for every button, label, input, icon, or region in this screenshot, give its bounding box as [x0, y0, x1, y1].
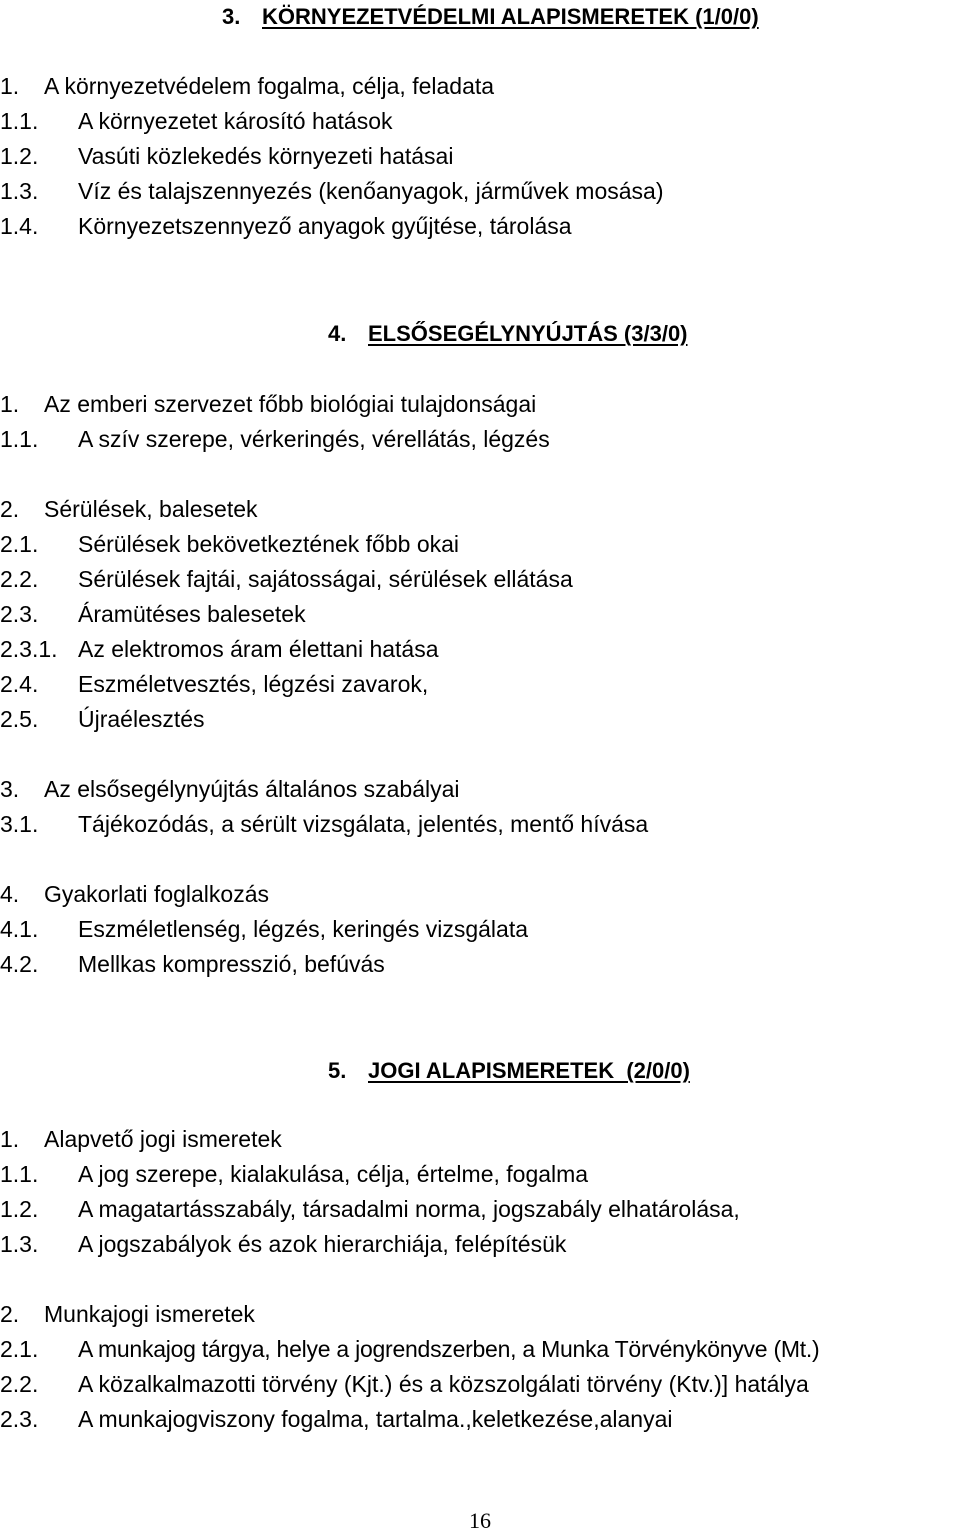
section-5-heading	[328, 1060, 690, 1082]
section-title: ELSŐSEGÉLYNYÚJTÁS (3/3/0)	[368, 321, 688, 346]
page-number: 16	[469, 1508, 491, 1533]
section-3-heading	[222, 6, 759, 28]
section-number: 4.	[328, 321, 347, 346]
section-title: JOGI ALAPISMERETEK (2/0/0)	[368, 1058, 690, 1083]
section-title: KÖRNYEZETVÉDELMI ALAPISMERETEK (1/0/0)	[262, 4, 759, 29]
section-number: 3.	[222, 4, 241, 29]
section-number: 5.	[328, 1058, 347, 1083]
section-4-heading	[328, 323, 688, 345]
